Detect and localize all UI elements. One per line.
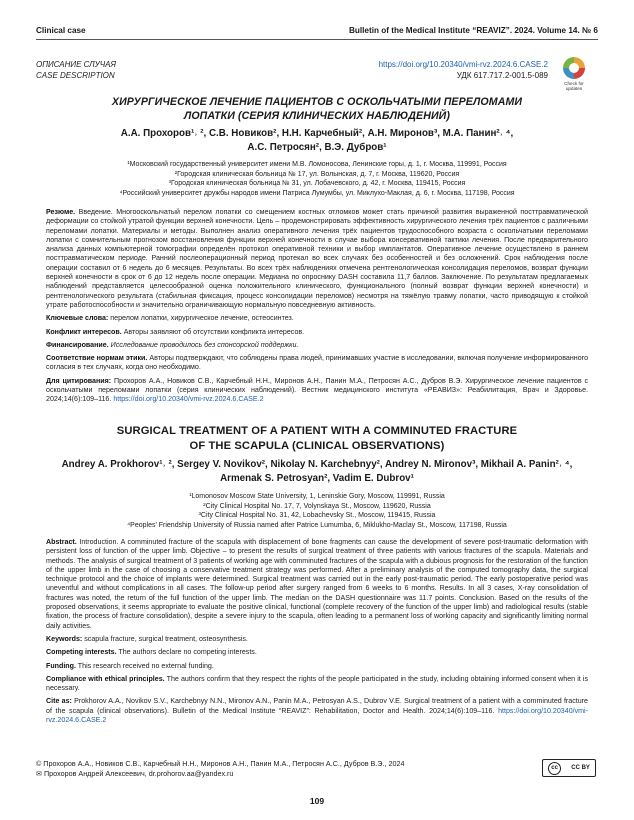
abstract-en-block <box>46 538 588 729</box>
affiliation: ¹Lomonosov Moscow State University, 1, Leninskie Gory, Moscow, 119991, Russia <box>189 493 445 500</box>
copyright-line: © Прохоров А.А., Новиков С.В., Карчебный Н.Н., Миронов А.Н., Панин М.А., Петросян А.С., Дубров В.Э., 2024 <box>36 759 405 768</box>
udk-code: УДК 617.717.2-001.5-089 <box>456 71 548 80</box>
ethics-ru <box>46 354 588 373</box>
title-en-line1: SURGICAL TREATMENT OF A PATIENT WITH A COMMINUTED FRACTURE <box>116 425 518 437</box>
abstract-en <box>46 538 588 631</box>
cite-en-text: Prokhorov A.A., Novikov S.V., Karchebnyy N.N., Mironov A.N., Panin M.A., Petrosyan A.S., Dubrov V.E. Surgical treatment of a patient with a comminuted fracture of the scapula (clinical observations). Bulletin of the Medical Institute “REAVIZ”: Rehabilitation, Doctor and Health. 2024;14(6):109–116. <box>46 697 588 715</box>
article-type-en: CASE DESCRIPTION <box>36 71 115 80</box>
abstract-en-label: Abstract. <box>46 538 77 546</box>
authors-en-line2: Armenak S. Petrosyan², Vadim E. Dubrov¹ <box>220 473 414 484</box>
title-ru-line2: ЛОПАТКИ (СЕРИЯ КЛИНИЧЕСКИХ НАБЛЮДЕНИЙ) <box>183 110 451 122</box>
title-ru-line1: ХИРУРГИЧЕСКОЕ ЛЕЧЕНИЕ ПАЦИЕНТОВ С ОСКОЛЬЧАТЫМИ ПЕРЕЛОМАМИ <box>111 96 523 108</box>
cite-ru-text: Прохоров А.А., Новиков С.В., Карчебный Н.Н., Миронов А.Н., Панин М.А., Петросян А.С., Дубров В.Э. Хирургическое лечение пациентов с оскольчатыми переломами лопатки (серия клинических наблюдений). Вестник медицинского института «РЕАВИЗ»: Реабилитация, Врач и Здоровье. 2024;14(6):109–116. <box>46 376 588 404</box>
conflict-en-label: Competing interests. <box>46 648 117 657</box>
title-en-line2: OF THE SCAPULA (CLINICAL OBSERVATIONS) <box>189 440 445 452</box>
affiliations-en <box>60 492 574 530</box>
authors-ru-line1: А.А. Прохоров¹˒ ², С.В. Новиков², Н.Н. Карчебный², А.Н. Миронов³, М.А. Панин²˒ ⁴, <box>120 128 514 139</box>
article-type-ru: ОПИСАНИЕ СЛУЧАЯ <box>36 60 116 69</box>
affiliation: ²City Clinical Hospital No. 17, 7, Volynskaya St., Moscow, 119620, Russia <box>203 502 431 510</box>
cite-en <box>46 697 588 725</box>
footer <box>36 759 404 779</box>
ethics-en <box>46 675 588 694</box>
abstract-ru-block <box>46 208 588 409</box>
affiliation: ³City Clinical Hospital No. 31, 42, Lobachevsky St., Moscow, 119415, Russia <box>198 512 436 520</box>
abstract-ru-text: Введение. Многоосколычатый перелом лопатки со смещением костных отломков может стать причиной развития выраженной посттравматической деформации со стойкой утратой функции верхней конечности. Цель – продемонстрировать эффективность хирургического лечения трёх пациентов с различными переломами лопатки. Материалы и методы. Выполнен анализ оперативного лечения трёх пациентов трудоспособного возраста с оскольчатыми переломами лопатки с сомнительным прогнозом восстановления функции верхней конечности в случае выбора консервативной тактики лечения. После предварительного анализа данных компьютерной томографии определён протокол оперативной техники и выбор имплантатов. Оперативное лечение осуществлено в раннем посттравматическом периоде. Ранний послеоперационный период протекал во всех случаях без особенностей и без осложнений. Срок наблюдения после операции составил от 6 недель до 6 месяцев. Результаты. Во всех трёх наблюдениях отмечена рентгенологическая консолидация переломов, возврат функции верхней конечности в срок от 6 до 12 недель после операции. Медиана по опроснику DASH составила 11,7 баллов. Заключение. По результатам предлагаемых наблюдений представляется целесообразной оценка положительного клинического, функционального (полный возврат функции верхней конечности) и рентгенологического результата (стабильная фиксация, процесс консолидации переломов) несмотря на тяжёлую травму лопатки, часто приводящую к стойкой утрате работоспособности и значительно ограничивающую нормальную повседневную активность. <box>46 208 588 309</box>
doi-link[interactable]: https://doi.org/10.20340/vmi-rvz.2024.6.CASE.2 <box>378 60 548 69</box>
conflict-en <box>46 648 588 657</box>
funding-ru <box>46 341 588 350</box>
license-label: CC BY <box>571 765 590 771</box>
conflict-ru-text: Авторы заявляют об отсутствии конфликта интересов. <box>123 327 305 336</box>
affiliation: ⁴Peoples' Friendship University of Russia named after Patrice Lumumba, 6, Miklukho-Maclay St., Moscow, 117198, Russia <box>127 521 507 529</box>
funding-en <box>46 662 588 671</box>
badge-text-2: updates <box>565 86 583 91</box>
cite-en-doi[interactable]: https://doi.org/10.20340/vmi-rvz.2024.6.CASE.2 <box>46 706 588 725</box>
keywords-en-text: scapula fracture, surgical treatment, osteosynthesis. <box>84 634 248 643</box>
header-divider <box>36 39 598 40</box>
funding-en-text: This research received no external funding. <box>77 661 214 670</box>
article-type <box>36 59 116 81</box>
keywords-en-label: Keywords: <box>46 634 83 643</box>
keywords-en <box>46 635 588 644</box>
page-number: 109 <box>309 796 325 806</box>
ethics-ru-label: Соответствие нормам этики. <box>46 354 148 363</box>
section-label: Clinical case <box>36 26 86 35</box>
ethics-en-label: Compliance with ethical principles. <box>46 674 165 683</box>
cc-icon: cc <box>548 762 561 775</box>
badge-text-1: Check for <box>564 81 584 86</box>
authors-en-line1: Andrey A. Prokhorov¹˒ ², Sergey V. Novikov², Nikolay N. Karchebnyy², Andrey N. Mironov³, Mikhail A. Panin²˒ ⁴, <box>61 459 573 470</box>
ethics-en-text: The authors confirm that they respect the rights of the people participated in the study, including obtaining informed consent when it is necessary. <box>46 674 588 693</box>
keywords-ru <box>46 314 588 323</box>
article-ids <box>379 59 548 81</box>
ethics-ru-text: Авторы подтверждают, что соблюдены права людей, принимавших участие в исследовании, включая получение информированного согласия в тех случаях, когда оно необходимо. <box>46 354 589 372</box>
affiliation: ⁴Российский университет дружбы народов имени Патриса Лумумбы, ул. Миклухо-Маклая, д. 6, г. Москва, 117198, Россия <box>119 189 515 197</box>
contact-line[interactable]: ✉ Прохоров Андрей Алексеевич, dr.prohorov.aa@yandex.ru <box>36 769 234 778</box>
affiliation: ¹Московский государственный университет имени М.В. Ломоносова, Ленинские горы, д. 1, г. Москва, 119991, Россия <box>127 161 507 168</box>
authors-ru <box>60 127 574 155</box>
affiliations-ru <box>60 160 574 198</box>
authors-en <box>60 458 574 486</box>
journal-label: Bulletin of the Medical Institute “REAVIZ”. 2024. Volume 14. № 6 <box>348 26 598 35</box>
keywords-ru-text: перелом лопатки, хирургическое лечение, остеосинтез. <box>110 314 294 323</box>
cc-license-badge[interactable] <box>542 759 596 777</box>
cite-en-label: Cite as: <box>46 697 72 706</box>
conflict-ru <box>46 328 588 337</box>
title-en <box>60 424 574 454</box>
abstract-ru <box>46 208 588 310</box>
running-header <box>36 26 598 35</box>
affiliation: ²Городская клиническая больница № 17, ул. Волынская, д. 7, г. Москва, 119620, Россия <box>174 170 460 178</box>
conflict-en-text: The authors declare no competing interests. <box>118 648 257 657</box>
cite-ru-label: Для цитирования: <box>46 376 112 385</box>
authors-ru-line2: А.С. Петросян², В.Э. Дубров¹ <box>247 142 387 153</box>
title-ru <box>60 95 574 123</box>
crossmark-icon <box>563 57 585 79</box>
cite-ru-doi[interactable]: https://doi.org/10.20340/vmi-rvz.2024.6.CASE.2 <box>113 395 264 404</box>
abstract-ru-label: Резюме. <box>46 208 76 216</box>
conflict-ru-label: Конфликт интересов. <box>46 327 122 336</box>
check-for-updates-badge[interactable] <box>556 57 592 95</box>
cite-ru <box>46 377 588 405</box>
funding-en-label: Funding. <box>46 661 76 670</box>
keywords-ru-label: Ключевые слова: <box>46 314 109 323</box>
abstract-en-text: Introduction. A comminuted fracture of the scapula with displacement of bone fragments can cause the development of severe post-traumatic deformation with persistent loss of function of the upper limb. Objective – to present the results of surgical treatment of three patients with various fractures of the scapula. Materials and methods. The analysis of surgical treatment of 3 patients of working age with comminuted fractures of the scapula with a dubious prognosis for the restoration of the function of the upper limb in the case of choosing a conservative treatment strategy was performed. After a preliminary analysis of the computed tomography data, the surgical technique protocol and the choice of implants were determined. Surgical treatment was carried out in the early post-traumatic period. The early postoperative period was uneventful and without complications in all cases. The follow-up period after surgery ranged from 6 weeks to 6 months. Results. In all 3 cases, X-ray consolidation of fractures was noted, the return of the full function of the upper limb. The median on the DASH questionnaire was 11.7 points. Conclusion. Based on the results of the proposed observations, it seems appropriate to evaluate the positive clinical, functional (complete recovery of the function of the upper limb) and radiological results (stable fixation, the process of fracture consolidation), despite a severe injury to the scapula, often leading to a permanent loss of working capacity and significantly limiting normal daily activities. <box>46 538 588 630</box>
funding-ru-text: Исследование проводилось без спонсорской поддержки. <box>110 340 299 349</box>
affiliation: ³Городская клиническая больница № 31, ул. Лобачевского, д. 42, г. Москва, 119415, Россия <box>168 180 466 188</box>
funding-ru-label: Финансирование. <box>46 340 109 349</box>
